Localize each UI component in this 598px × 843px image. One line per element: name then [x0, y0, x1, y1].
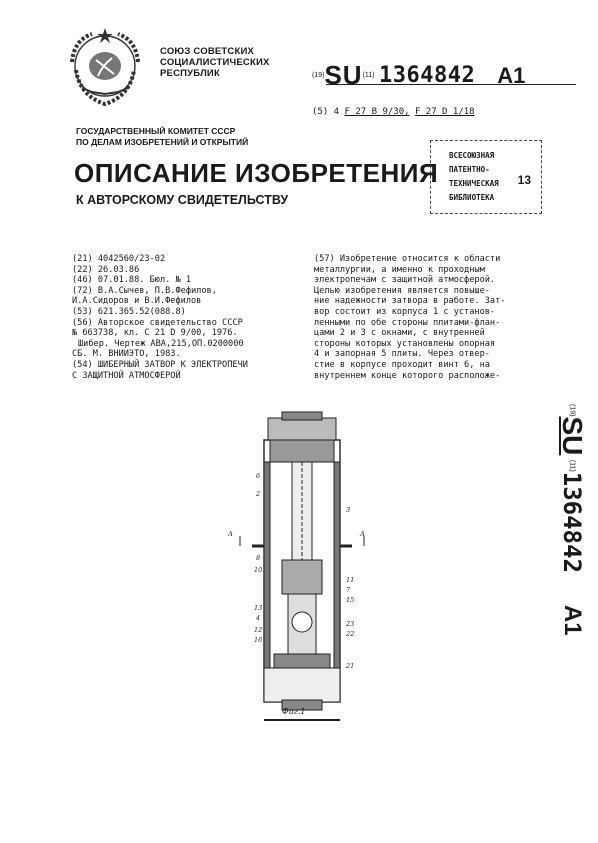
- bib-line: № 663738, кл. С 21 D 9/00, 1976.: [72, 328, 238, 339]
- section-mark: А: [360, 530, 365, 538]
- union-name: [160, 46, 270, 79]
- union-line: СОЮЗ СОВЕТСКИХ: [160, 46, 255, 57]
- committee-line: ПО ДЕЛАМ ИЗОБРЕТЕНИЙ И ОТКРЫТИЙ: [76, 137, 249, 147]
- stamp-line: ПАТЕНТНО-: [449, 165, 490, 174]
- part-label: 22: [346, 630, 355, 638]
- figure-caption: Фиг.1: [282, 707, 306, 716]
- part-label: 15: [346, 596, 355, 604]
- bib-line: С ЗАЩИТНОЙ АТМОСФЕРОЙ: [72, 370, 181, 381]
- stamp-number: 13: [517, 173, 531, 187]
- ipc-classification: [312, 107, 475, 117]
- patent-number: 1364842: [558, 471, 586, 573]
- ipc-class-2: F 27 D 1/18: [414, 107, 475, 117]
- abstract-line: Целью изобретения является повыше-: [314, 285, 490, 296]
- divider: [326, 84, 576, 85]
- bib-line: (22) 26.03.86: [72, 264, 140, 275]
- bib-line: (54) ШИБЕРНЫЙ ЗАТВОР К ЭЛЕКТРОПЕЧИ: [72, 359, 248, 370]
- patent-number: 1364842: [378, 63, 476, 88]
- document-subtitle: К АВТОРСКОМУ СВИДЕТЕЛЬСТВУ: [76, 193, 289, 207]
- bib-line: (46) 07.01.88. Бюл. № 1: [72, 275, 191, 286]
- bib-line: Шибер. Чертеж АВА,215,ОП.0200000: [78, 338, 244, 349]
- abstract-line: вор состоит из корпуса 1 с установ-: [314, 306, 496, 317]
- abstract-line: металлургии, а именно к проходным: [314, 264, 485, 275]
- stamp-line: ТЕХНИЧЕСКАЯ: [449, 179, 499, 188]
- bib-line: (72) В.А.Сычев, П.В.Фефилов,: [72, 285, 217, 296]
- publication-number: [312, 60, 525, 91]
- bib-line: И.А.Сидоров и В.И.Фефилов: [72, 296, 202, 307]
- bib-line: (53) 621.365.52(088.8): [72, 306, 186, 317]
- stamp-line: БИБЛИОТЕКА: [449, 193, 495, 202]
- library-stamp: [430, 140, 542, 214]
- abstract-line: 4 и запорная 5 плиты. Через отвер-: [314, 349, 490, 360]
- bibliographic-data: [72, 254, 312, 381]
- union-line: СОЦИАЛИСТИЧЕСКИХ: [160, 57, 270, 68]
- stamp-line: ВСЕСОЮЗНАЯ: [449, 151, 495, 160]
- country-code: SU: [324, 60, 363, 90]
- part-label: 12: [254, 626, 263, 634]
- part-label: 10: [254, 566, 263, 574]
- part-label: 21: [346, 662, 355, 670]
- part-label: 6: [256, 472, 261, 480]
- abstract-line: стороны которых установлены опорная: [314, 338, 496, 349]
- part-label: 3: [346, 506, 351, 514]
- union-line: РЕСПУБЛИК: [160, 68, 220, 79]
- abstract-line: цами 2 и 3 с окнами, с внутренней: [314, 328, 485, 339]
- part-label: 23: [346, 620, 355, 628]
- bib-line: (21) 4042560/23-02: [72, 254, 166, 264]
- ipc-class-1: F 27 B 9/30,: [344, 107, 410, 117]
- part-label: 13: [254, 604, 263, 612]
- abstract: [314, 254, 550, 381]
- kind-code: A1: [497, 62, 526, 88]
- part-label: 4: [256, 614, 261, 622]
- bib-line: СБ. М. ВНИИЭТО, 1983.: [72, 349, 181, 360]
- part-label: 11: [346, 576, 355, 584]
- side-patent-number: [530, 404, 590, 704]
- kind-code: A1: [559, 604, 586, 636]
- technical-drawing: [222, 410, 382, 732]
- committee-line: ГОСУДАРСТВЕННЫЙ КОМИТЕТ СССР: [76, 126, 236, 136]
- abstract-line: ленными по обе стороны плитами-флан-: [314, 317, 501, 328]
- ipc-code: (5) 4: [312, 107, 340, 117]
- section-mark: А: [228, 530, 233, 538]
- bib-line: (56) Авторское свидетельство СССР: [72, 317, 243, 328]
- abstract-line: (57) Изобретение относится к области: [314, 254, 501, 264]
- code-19: (19): [312, 72, 325, 79]
- document-title: ОПИСАНИЕ ИЗОБРЕТЕНИЯ: [74, 158, 439, 188]
- code-19: (19): [568, 404, 576, 417]
- part-label: 2: [256, 490, 261, 498]
- abstract-line: электропечам с защитной атмосферой.: [314, 275, 496, 286]
- country-code: SU: [557, 416, 588, 456]
- ussr-emblem-icon: [62, 26, 148, 108]
- code-11: (11): [568, 459, 576, 472]
- part-label: 16: [254, 636, 263, 644]
- code-11: (11): [362, 72, 375, 79]
- abstract-line: стие в корпусе проходит винт 6, на: [314, 359, 490, 370]
- part-label: 8: [256, 554, 261, 562]
- part-label: 7: [346, 586, 351, 594]
- abstract-line: внутреннем конце которого расположе-: [314, 370, 501, 381]
- abstract-line: ние надежности затвора в работе. Зат-: [314, 296, 506, 307]
- committee-name: [76, 126, 248, 148]
